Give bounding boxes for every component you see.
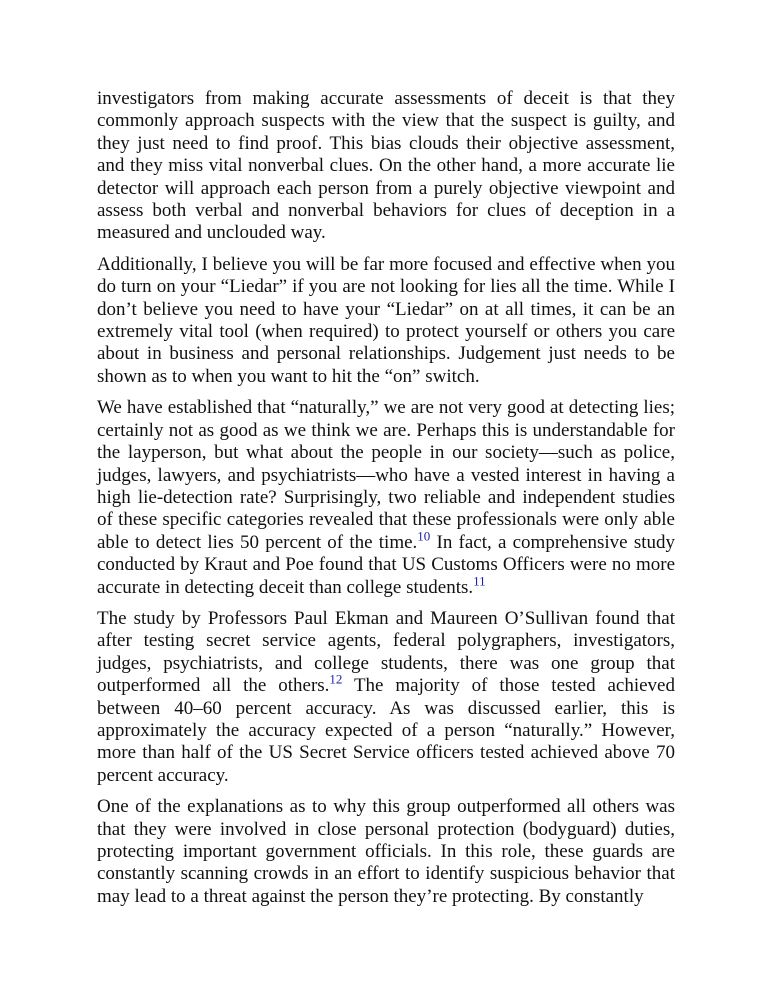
paragraph-4 (97, 608, 675, 787)
paragraph-5 (97, 796, 675, 908)
footnote-ref-10[interactable]: 10 (417, 528, 431, 544)
page-body (97, 88, 675, 917)
paragraph-1 (97, 88, 675, 245)
footnote-ref-12[interactable]: 12 (329, 671, 343, 687)
paragraph-4-text-b: The majority of those tested achieved between 40–60 percent accuracy. As was discussed earlier, this is approximately the accuracy expected of a person “naturally.” However, more than half of the US Secret Service officers tested achieved above 70 percent accuracy. (97, 675, 675, 786)
paragraph-3-text-b: In fact, a comprehensive study conducted by Kraut and Poe found that US Customs Officers were no more accurate in detecting deceit than college students. (97, 531, 675, 598)
paragraph-4-text-a: The study by Professors Paul Ekman and Maureen O’Sullivan found that after testing secret service agents, federal polygraphers, investigators, judges, psychiatrists, and college students, there was one group that outperformed all the others. (97, 607, 675, 697)
footnote-ref-11[interactable]: 11 (473, 573, 486, 589)
paragraph-5-text: One of the explanations as to why this group outperformed all others was that they were involved in close personal protection (bodyguard) duties, protecting important government officials. In this role, these guards are constantly scanning crowds in an effort to identify suspicious behavior that may lead to a threat against the person they’re protecting. By constantly (97, 796, 675, 907)
paragraph-2-text: Additionally, I believe you will be far more focused and effective when you do turn on your “Liedar” if you are not looking for lies all the time. While I don’t believe you need to have your “Liedar” on at all times, it can be an extremely vital tool (when required) to protect yourself or others you care about in business and personal relationships. Judgement just needs to be shown as to when you want to hit the “on” switch. (97, 253, 675, 387)
paragraph-2 (97, 254, 675, 388)
paragraph-3-text-a: We have established that “naturally,” we are not very good at detecting lies; certainly not as good as we think we are. Perhaps this is understandable for the layperson, but what about the people in our society—such as police, judges, lawyers, and psychiatrists—who have a vested interest in having a high lie-detection rate? Surprisingly, two reliable and independent studies of these specific categories revealed that these professionals were only able able to detect lies 50 percent of the time. (97, 397, 675, 553)
paragraph-3 (97, 397, 675, 599)
paragraph-1-text: investigators from making accurate assessments of deceit is that they commonly approach suspects with the view that the suspect is guilty, and they just need to find proof. This bias clouds their objective assessment, and they miss vital nonverbal clues. On the other hand, a more accurate lie detector will approach each person from a purely objective viewpoint and assess both verbal and nonverbal behaviors for clues of deception in a measured and unclouded way. (97, 88, 675, 244)
